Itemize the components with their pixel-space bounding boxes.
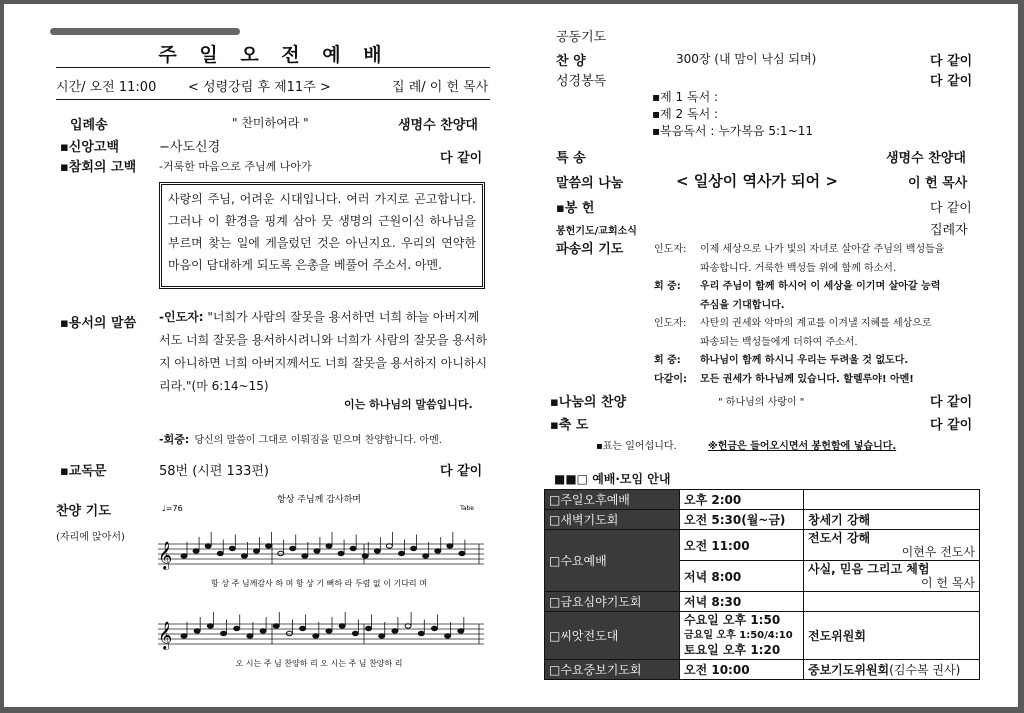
note-head [386, 544, 392, 548]
note-head [278, 551, 284, 555]
sending-text: 우리 주님이 함께 하시어 이 세상을 이기며 살아갈 능력 [700, 281, 941, 292]
schedule-who-main: 전도서 강해 [808, 531, 871, 545]
table-row [545, 530, 980, 561]
note-head [205, 544, 211, 548]
note-head [350, 546, 356, 550]
entrance-label: 입례송 [70, 118, 108, 133]
note-head [352, 631, 358, 635]
sending-line [654, 370, 914, 385]
creed-label: ▪신앙고백 [60, 140, 120, 155]
sending-text: 사탄의 권세와 악마의 계교를 이겨낼 지혜를 세상으로 [700, 318, 932, 329]
schedule-name: □금요심야기도회 [545, 592, 680, 612]
note-head [379, 634, 385, 638]
page-title: 주 일 오 전 예 배 [158, 44, 390, 66]
schedule-name: □주일오후예배 [545, 490, 680, 510]
note-head [234, 626, 240, 630]
offering-label: ▪봉 헌 [556, 201, 595, 216]
note-head [418, 631, 424, 635]
prayer-label: 공동기도 [556, 30, 607, 45]
sermon-title: < 일상이 역사가 되어 > [676, 172, 838, 190]
note-head [221, 631, 227, 635]
divider [56, 99, 490, 100]
note-head [313, 634, 319, 638]
sending-speaker: 다같이: [654, 373, 687, 385]
schedule-who-main: 사실, 믿음 그리고 체험 [808, 562, 930, 576]
schedule-name: □씨앗전도대 [545, 612, 680, 660]
pardon-label: ▪용서의 말씀 [60, 316, 137, 331]
sending-speaker: 회 중: [654, 355, 681, 366]
sharing-song: " 하나님의 사랑이 " [718, 397, 805, 408]
offering-who: 다 같이 [930, 201, 972, 216]
schedule-who [804, 490, 980, 510]
sheet-music-svg [154, 490, 489, 670]
sending-label: 파송의 기도 [556, 242, 624, 257]
note-head [326, 629, 332, 633]
note-head [374, 549, 380, 553]
score-title: 항상 주님께 감사하며 [277, 495, 361, 505]
confession-box: 사랑의 주님, 어려운 시대입니다. 여러 가지로 곤고합니다. 그러나 이 환경을 핑계 삼아 뭇 생명의 근원이신 하나님을 부르며 찾는 일에 게을렀던 것은 아닌지요. 우리의 연약한 마음이 담대하게 되도록 은총을 베풀어 주소서. 아멘. [159, 182, 485, 289]
schedule-who-main: 중보기도위원회 [808, 663, 890, 677]
note-head [217, 551, 223, 555]
table-row [545, 510, 980, 530]
note-head [260, 629, 266, 633]
schedule-table [544, 489, 980, 680]
schedule-time-line: 수요일 오후 1:50 [684, 613, 781, 627]
sending-line [654, 259, 896, 274]
sending-line [654, 333, 858, 348]
lyrics-line-1: 항 상 주 님께감사 하 며 항 상 기 뻐하 라 두렴 없 이 기다리 며 [211, 579, 427, 588]
sending-speaker: 회 중: [654, 281, 681, 292]
schedule-time: 저녁 8:30 [680, 592, 804, 612]
note-head [338, 551, 344, 555]
note-head [366, 626, 372, 630]
note-head [431, 626, 437, 630]
schedule-who [804, 660, 980, 680]
note-head [447, 544, 453, 548]
sending-line [654, 314, 932, 329]
pardon-leader [159, 306, 489, 398]
schedule-who: 창세기 강해 [804, 510, 980, 530]
sending-line [654, 240, 944, 255]
sending-line [654, 277, 940, 292]
sending-text: 주심을 기대합니다. [700, 299, 785, 311]
schedule-time: 저녁 8:00 [680, 561, 804, 592]
confession-label: ▪참회의 고백 [60, 160, 137, 175]
sending-text: 파송합니다. 거룩한 백성들 위에 함께 하소서. [700, 262, 897, 274]
note-head [411, 546, 417, 550]
note-head [314, 549, 320, 553]
confession-subtitle: -거룩한 마음으로 주님께 나아가 [159, 160, 312, 173]
church-season: < 성령강림 후 제11주 > [188, 80, 331, 95]
schedule-time: 오전 11:00 [680, 530, 804, 561]
sending-line [654, 296, 785, 311]
reading-label: 성경봉독 [556, 74, 607, 89]
note-head [392, 629, 398, 633]
bulletin-page [4, 4, 1018, 707]
sending-text: 이제 세상으로 나가 빛의 자녀로 살아갈 주님의 백성들을 [700, 244, 945, 255]
confession-who: 다 같이 [440, 151, 483, 166]
note-head [286, 631, 292, 635]
responsive-who: 다 같이 [440, 464, 483, 479]
entrance-song: " 찬미하여라 " [232, 116, 309, 130]
schedule-title: ■■□ 예배·모임 안내 [554, 472, 671, 486]
table-row [545, 490, 980, 510]
sending-text: 하나님이 함께 하시니 우리는 두려울 것 없도다. [700, 355, 909, 366]
sharing-who: 다 같이 [930, 395, 973, 410]
note-head [229, 546, 235, 550]
reading-1: ▪제 1 독서 : [652, 90, 719, 104]
schedule-time: 오후 2:00 [680, 490, 804, 510]
note-head [254, 549, 260, 553]
note-head [247, 634, 253, 638]
schedule-time-line: 토요일 오후 1:20 [684, 643, 781, 657]
note-head [423, 554, 429, 558]
benediction-label: ▪축 도 [550, 418, 589, 433]
pardon-leader-prefix: -인도자: [159, 310, 204, 324]
schedule-who-sub: 이현우 전도사 [901, 545, 975, 559]
schedule-who [804, 561, 980, 592]
officiant: 집 례/ 이 헌 목사 [392, 80, 489, 95]
schedule-who: 전도위원회 [804, 612, 980, 660]
note-head [193, 549, 199, 553]
note-head [458, 629, 464, 633]
note-head [326, 544, 332, 548]
note-head [207, 624, 213, 628]
schedule-who-sub: 이 헌 목사 [921, 576, 975, 590]
entrance-choir: 생명수 찬양대 [398, 118, 478, 133]
treble-clef-icon: 𝄞 [158, 621, 173, 649]
score-composer: Tabe [460, 505, 474, 512]
sermon-label: 말씀의 나눔 [556, 176, 624, 191]
treble-clef-icon: 𝄞 [158, 541, 173, 569]
note-head [300, 626, 306, 630]
sending-text: 모든 권세가 하나님께 있습니다. 할렐루야! 아멘! [700, 373, 914, 385]
service-time: 시간/ 오전 11:00 [56, 80, 157, 95]
stand-note: ▪표는 일어섭니다. [596, 441, 677, 452]
note-head [435, 549, 441, 553]
reading-who: 다 같이 [930, 74, 973, 89]
praise-prayer-sub: (자리에 앉아서) [56, 532, 125, 543]
creed-text: −사도신경 [159, 140, 221, 155]
note-head [266, 544, 272, 548]
anthem-label: 특 송 [556, 151, 586, 166]
sharing-label: ▪나눔의 찬양 [550, 395, 627, 410]
pardon-cong-prefix: -회중: [159, 433, 190, 446]
pardon-word: 이는 하나님의 말씀입니다. [344, 398, 473, 411]
staff-line-1 [158, 532, 484, 570]
schedule-time-line: 금요일 오후 1:50/4:10 [684, 630, 793, 641]
table-row [545, 612, 980, 660]
schedule-who-sub: (김수복 권사) [889, 663, 961, 677]
note-head [339, 624, 345, 628]
table-row [545, 592, 980, 612]
score-tempo: ♩=76 [162, 504, 183, 513]
staff-line-2 [158, 612, 484, 650]
sending-speaker: 인도자: [654, 318, 687, 329]
note-head [181, 634, 187, 638]
table-row [545, 660, 980, 680]
anthem-choir: 생명수 찬양대 [886, 151, 966, 166]
schedule-who [804, 592, 980, 612]
hymn-text: 300장 (내 맘이 낙심 되며) [676, 52, 817, 66]
schedule-time: 오전 5:30(월~금) [680, 510, 804, 530]
sermon-preacher: 이 헌 목사 [908, 176, 968, 191]
responsive-label: ▪교독문 [60, 464, 107, 479]
sending-line [654, 351, 908, 366]
sending-speaker: 인도자: [654, 244, 687, 255]
responsive-text: 58번 (시편 133편) [159, 464, 269, 479]
schedule-time: 오전 10:00 [680, 660, 804, 680]
offering-prayer-label: 봉헌기도/교회소식 [556, 226, 637, 237]
sending-text: 파송되는 백성들에게 더하여 주소서. [700, 336, 858, 348]
hymn-label: 찬 양 [556, 54, 586, 69]
note-head [181, 554, 187, 558]
note-head [459, 551, 465, 555]
pardon-leader-text: "너희가 사람의 잘못을 용서하면 너희 하늘 아버지께서도 너희 잘못을 용서하시려니와 너희가 사람의 잘못을 용서하지 아니하면 너희 아버지께서도 너희 잘못을 용서하지 아니하시리라."(마 6:14~15) [159, 310, 488, 393]
offering-prayer-who: 집례자 [930, 223, 968, 238]
benediction-who: 다 같이 [930, 418, 973, 433]
note-head [362, 554, 368, 558]
offering-note: ※헌금은 들어오시면서 봉헌함에 넣습니다. [708, 441, 897, 452]
hymn-who: 다 같이 [930, 54, 973, 69]
schedule-name: □수요중보기도회 [545, 660, 680, 680]
note-head [241, 554, 247, 558]
schedule-who [804, 530, 980, 561]
schedule-name: □새벽기도회 [545, 510, 680, 530]
note-head [445, 634, 451, 638]
note-head [302, 554, 308, 558]
note-head [399, 551, 405, 555]
sheet-music [154, 490, 489, 670]
pardon-congregation [159, 428, 442, 447]
reading-2: ▪제 2 독서 : [652, 107, 719, 121]
note-head [273, 624, 279, 628]
top-decoration-bar [50, 28, 240, 35]
praise-prayer-label: 찬양 기도 [56, 504, 111, 519]
lyrics-line-2: 오 시는 주 님 찬양하 리 오 시는 주 님 찬양하 리 [235, 659, 403, 668]
schedule-time [680, 612, 804, 660]
divider [56, 67, 490, 68]
note-head [290, 546, 296, 550]
pardon-cong-text: 당신의 말씀이 그대로 이뤄짐을 믿으며 찬양합니다. 아멘. [194, 435, 442, 446]
note-head [405, 624, 411, 628]
reading-3: ▪복음독서 : 누가복음 5:1~11 [652, 124, 813, 138]
note-head [194, 629, 200, 633]
schedule-name: □수요예배 [545, 530, 680, 592]
